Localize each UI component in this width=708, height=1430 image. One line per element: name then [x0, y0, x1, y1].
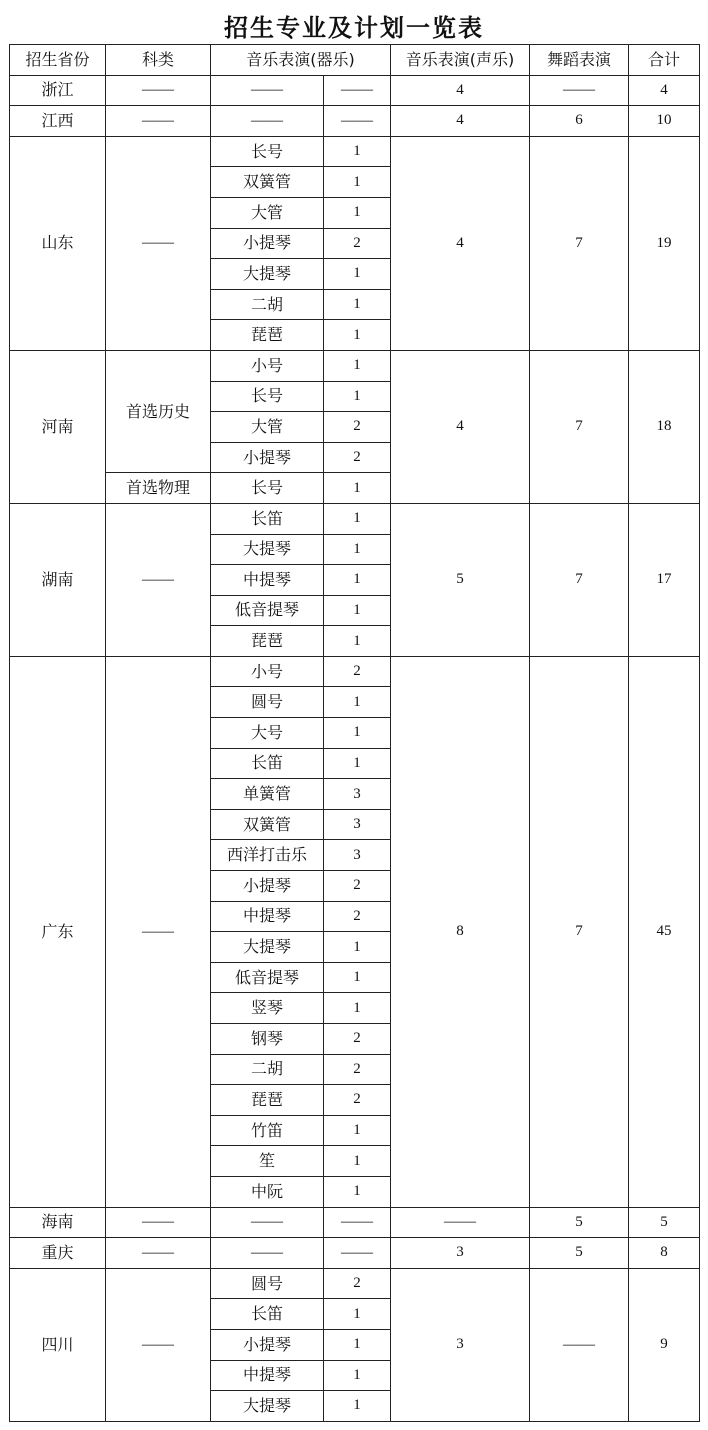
- vocal-cell: 3: [391, 1238, 530, 1269]
- instrument-name-cell: 笙: [211, 1146, 324, 1177]
- total-cell: 9: [629, 1268, 700, 1421]
- instrument-name-cell: 二胡: [211, 1054, 324, 1085]
- instrument-count-cell: 2: [324, 442, 391, 473]
- instrument-count-cell: 1: [324, 534, 391, 565]
- instrument-name-cell: 中提琴: [211, 565, 324, 596]
- enrollment-plan-table: [9, 44, 700, 1422]
- table-body: [10, 75, 700, 1421]
- instrument-name-cell: 圆号: [211, 1268, 324, 1299]
- instrument-name-cell: 中阮: [211, 1176, 324, 1207]
- instrument-name-cell: 双簧管: [211, 167, 324, 198]
- instrument-count-cell: ——: [324, 1207, 391, 1238]
- instrument-count-cell: 3: [324, 809, 391, 840]
- dance-cell: 5: [530, 1238, 629, 1269]
- instrument-name-cell: 中提琴: [211, 901, 324, 932]
- vocal-cell: 8: [391, 656, 530, 1207]
- table-row: [10, 1238, 700, 1269]
- header-vocal: 音乐表演(声乐): [391, 45, 530, 76]
- instrument-name-cell: 长笛: [211, 503, 324, 534]
- dance-cell: 7: [530, 350, 629, 503]
- instrument-name-cell: 长笛: [211, 1299, 324, 1330]
- instrument-name-cell: 竖琴: [211, 993, 324, 1024]
- instrument-name-cell: ——: [211, 75, 324, 106]
- instrument-name-cell: 低音提琴: [211, 962, 324, 993]
- instrument-count-cell: 1: [324, 962, 391, 993]
- category-cell: 首选历史: [106, 350, 211, 472]
- category-cell: ——: [106, 1268, 211, 1421]
- instrument-name-cell: 长号: [211, 136, 324, 167]
- instrument-count-cell: 1: [324, 320, 391, 351]
- instrument-name-cell: 钢琴: [211, 1024, 324, 1055]
- total-cell: 19: [629, 136, 700, 350]
- instrument-name-cell: 大提琴: [211, 259, 324, 290]
- table-row: [10, 656, 700, 687]
- header-province: 招生省份: [10, 45, 106, 76]
- dance-cell: 5: [530, 1207, 629, 1238]
- instrument-count-cell: 1: [324, 932, 391, 963]
- category-cell: ——: [106, 1207, 211, 1238]
- vocal-cell: 4: [391, 75, 530, 106]
- province-cell: 重庆: [10, 1238, 106, 1269]
- instrument-count-cell: 1: [324, 167, 391, 198]
- instrument-name-cell: 二胡: [211, 289, 324, 320]
- dance-cell: 7: [530, 136, 629, 350]
- dance-cell: 7: [530, 656, 629, 1207]
- table-row: [10, 106, 700, 137]
- vocal-cell: ——: [391, 1207, 530, 1238]
- instrument-count-cell: 2: [324, 656, 391, 687]
- instrument-name-cell: 长笛: [211, 748, 324, 779]
- instrument-count-cell: 1: [324, 748, 391, 779]
- instrument-name-cell: 双簧管: [211, 809, 324, 840]
- instrument-count-cell: 2: [324, 1268, 391, 1299]
- instrument-name-cell: 中提琴: [211, 1360, 324, 1391]
- instrument-count-cell: 1: [324, 993, 391, 1024]
- instrument-count-cell: 2: [324, 901, 391, 932]
- page-title: 招生专业及计划一览表: [224, 14, 484, 42]
- instrument-count-cell: 2: [324, 1054, 391, 1085]
- table-row: [10, 1268, 700, 1299]
- province-cell: 广东: [10, 656, 106, 1207]
- total-cell: 8: [629, 1238, 700, 1269]
- instrument-count-cell: 1: [324, 1391, 391, 1422]
- category-cell: ——: [106, 75, 211, 106]
- category-cell: ——: [106, 1238, 211, 1269]
- dance-cell: 7: [530, 503, 629, 656]
- instrument-name-cell: 大管: [211, 412, 324, 443]
- instrument-count-cell: ——: [324, 1238, 391, 1269]
- instrument-count-cell: 1: [324, 136, 391, 167]
- instrument-count-cell: 1: [324, 289, 391, 320]
- instrument-count-cell: 2: [324, 1085, 391, 1116]
- province-cell: 海南: [10, 1207, 106, 1238]
- instrument-count-cell: 1: [324, 1176, 391, 1207]
- total-cell: 45: [629, 656, 700, 1207]
- total-cell: 5: [629, 1207, 700, 1238]
- vocal-cell: 4: [391, 136, 530, 350]
- instrument-count-cell: 2: [324, 871, 391, 902]
- instrument-count-cell: 3: [324, 840, 391, 871]
- province-cell: 河南: [10, 350, 106, 503]
- instrument-count-cell: 1: [324, 718, 391, 749]
- instrument-count-cell: 1: [324, 687, 391, 718]
- total-cell: 18: [629, 350, 700, 503]
- table-header-row: [10, 45, 700, 76]
- vocal-cell: 4: [391, 350, 530, 503]
- instrument-name-cell: 西洋打击乐: [211, 840, 324, 871]
- instrument-name-cell: 琵琶: [211, 626, 324, 657]
- table-row: [10, 503, 700, 534]
- instrument-count-cell: 1: [324, 473, 391, 504]
- province-cell: 湖南: [10, 503, 106, 656]
- instrument-name-cell: ——: [211, 1207, 324, 1238]
- category-cell: 首选物理: [106, 473, 211, 504]
- instrument-name-cell: 小提琴: [211, 1329, 324, 1360]
- instrument-count-cell: 3: [324, 779, 391, 810]
- instrument-name-cell: 琵琶: [211, 1085, 324, 1116]
- dance-cell: 6: [530, 106, 629, 137]
- header-instrumental: 音乐表演(器乐): [211, 45, 391, 76]
- instrument-name-cell: 小提琴: [211, 442, 324, 473]
- instrument-name-cell: 圆号: [211, 687, 324, 718]
- province-cell: 四川: [10, 1268, 106, 1421]
- instrument-name-cell: 小提琴: [211, 871, 324, 902]
- category-cell: ——: [106, 656, 211, 1207]
- instrument-name-cell: 小提琴: [211, 228, 324, 259]
- table-row: [10, 75, 700, 106]
- instrument-name-cell: 竹笛: [211, 1115, 324, 1146]
- instrument-name-cell: 单簧管: [211, 779, 324, 810]
- instrument-name-cell: ——: [211, 106, 324, 137]
- instrument-name-cell: 大提琴: [211, 932, 324, 963]
- total-cell: 4: [629, 75, 700, 106]
- instrument-count-cell: 2: [324, 1024, 391, 1055]
- instrument-count-cell: 1: [324, 626, 391, 657]
- category-cell: ——: [106, 106, 211, 137]
- province-cell: 江西: [10, 106, 106, 137]
- instrument-name-cell: 小号: [211, 656, 324, 687]
- header-dance: 舞蹈表演: [530, 45, 629, 76]
- instrument-name-cell: ——: [211, 1238, 324, 1269]
- header-category: 科类: [106, 45, 211, 76]
- dance-cell: ——: [530, 1268, 629, 1421]
- instrument-count-cell: 1: [324, 503, 391, 534]
- dance-cell: ——: [530, 75, 629, 106]
- instrument-name-cell: 琵琶: [211, 320, 324, 351]
- instrument-count-cell: 1: [324, 1299, 391, 1330]
- instrument-name-cell: 大号: [211, 718, 324, 749]
- instrument-count-cell: ——: [324, 75, 391, 106]
- vocal-cell: 3: [391, 1268, 530, 1421]
- instrument-name-cell: 长号: [211, 381, 324, 412]
- instrument-name-cell: 长号: [211, 473, 324, 504]
- instrument-count-cell: 1: [324, 381, 391, 412]
- instrument-count-cell: 1: [324, 197, 391, 228]
- province-cell: 浙江: [10, 75, 106, 106]
- instrument-name-cell: 大提琴: [211, 534, 324, 565]
- instrument-count-cell: 1: [324, 350, 391, 381]
- instrument-count-cell: 2: [324, 228, 391, 259]
- vocal-cell: 4: [391, 106, 530, 137]
- table-row: [10, 350, 700, 381]
- category-cell: ——: [106, 503, 211, 656]
- category-cell: ——: [106, 136, 211, 350]
- vocal-cell: 5: [391, 503, 530, 656]
- header-total: 合计: [629, 45, 700, 76]
- instrument-name-cell: 小号: [211, 350, 324, 381]
- province-cell: 山东: [10, 136, 106, 350]
- table-row: [10, 136, 700, 167]
- instrument-count-cell: 2: [324, 412, 391, 443]
- instrument-name-cell: 大提琴: [211, 1391, 324, 1422]
- instrument-name-cell: 大管: [211, 197, 324, 228]
- instrument-count-cell: 1: [324, 1146, 391, 1177]
- instrument-count-cell: ——: [324, 106, 391, 137]
- instrument-name-cell: 低音提琴: [211, 595, 324, 626]
- table-row: [10, 1207, 700, 1238]
- instrument-count-cell: 1: [324, 1115, 391, 1146]
- instrument-count-cell: 1: [324, 259, 391, 290]
- instrument-count-cell: 1: [324, 565, 391, 596]
- total-cell: 10: [629, 106, 700, 137]
- total-cell: 17: [629, 503, 700, 656]
- instrument-count-cell: 1: [324, 1360, 391, 1391]
- instrument-count-cell: 1: [324, 1329, 391, 1360]
- instrument-count-cell: 1: [324, 595, 391, 626]
